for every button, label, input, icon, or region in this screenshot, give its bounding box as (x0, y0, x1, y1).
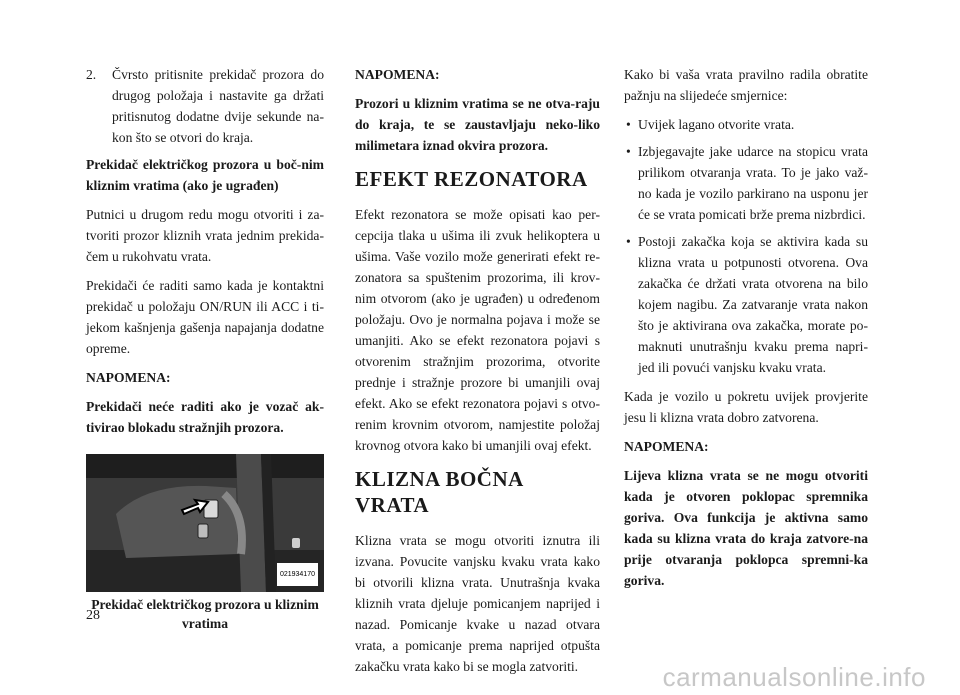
paragraph: Efekt rezonatora se može opisati kao per-cepcija tlaka u ušima ili zvuk helikoptera u ušima. Vaše vozilo može generirati efekt re-zonatora sa spuštenim prozorima, ili krov-nim otvorom (ako je ugrađen) u određenom položaju. Ovo je normalna pojava i može se umanjiti. Ako se efekt rezonatora pojavi s otvorenim stražnjim prozorima, otvorite prednje i stražnje prozore bi umanjili ovaj efekt. Ako se efekt rezonatora pojavi s otvo-renim krovnim otvorom, namjestite položaj krovnog otvora kako bi umanjili ovaj efekt. (355, 207, 600, 453)
list-item: • Postoji zakačka koja se aktivira kada su klizna vrata u potpunosti otvorena. Ova zakačka će držati vrata otvorena na bilo kojem nagibu. Za zatvaranje vrata nakon što je aktivirana ova zakačka, morate po-maknuti unutrašnju kvaku prema napri-jed ili povući vanjsku kvaku vrata. (624, 231, 868, 378)
paragraph: Klizna vrata se mogu otvoriti iznutra ili izvana. Povucite vanjsku kvaku vrata kako bi otvorili klizna vrata. Unutrašnja kvaka kliznih vrata djeluje pomicanjem naprijed i nazad. Pomicanje kvake u nazad otvara vrata, a pomicanje prema naprijed otpušta zakačku vrata kako bi se mogla zatvoriti. (355, 533, 600, 674)
step-text: Čvrsto pritisnite prekidač prozora do drugog položaja i nastavite ga držati pritisnutog dodatne dvije sekunde na-kon što se otvori do kraja. (112, 67, 324, 145)
left-column (86, 64, 324, 633)
watermark: carmanualsonline.info (662, 662, 926, 692)
paragraph: Putnici u drugom redu mogu otvoriti i za-tvoriti prozor kliznih vrata jednim prekida-čem u rukohvatu vrata. (86, 207, 324, 264)
numbered-step-2 (86, 64, 324, 148)
note-text: Prozori u kliznim vratima se ne otva-raju do kraja, te se zaustavljaju neko-liko milimetara iznad okvira prozora. (355, 96, 600, 153)
guideline-list (624, 114, 868, 378)
right-column (624, 64, 868, 599)
step-number: 2. (86, 67, 97, 82)
section-heading-resonator: EFEKT REZONATORA (355, 167, 588, 191)
figure-code: 021934170 (277, 563, 318, 586)
paragraph: Kako bi vaša vrata pravilno radila obratite pažnju na slijedeće smjernice: (624, 67, 868, 103)
page-number: 28 (86, 608, 100, 623)
list-item: • Izbjegavajte jake udarce na stopicu vrata prilikom otvaranja vrata. To je jako važ-no kada je vozilo parkirano na usponu jer će se vrata pomicati brže prema nizbrdici. (624, 141, 868, 225)
paragraph: Prekidači će raditi samo kada je kontaktni prekidač u položaju ON/RUN ili ACC i ti-jekom kašnjenja gašenja napajanja dodatne opreme. (86, 278, 324, 356)
list-item: • Uvijek lagano otvorite vrata. (624, 114, 868, 135)
section-heading-window-switch: Prekidač električkog prozora u boč-nim kliznim vratima (ako je ugrađen) (86, 157, 324, 193)
note-label: NAPOMENA: (86, 370, 171, 385)
paragraph: Kada je vozilo u pokretu uvijek provjerite jesu li klizna vrata dobro zatvorena. (624, 389, 868, 425)
figure-caption: Prekidač električkog prozora u kliznim vratima (91, 597, 319, 631)
middle-column (355, 64, 600, 685)
note-label: NAPOMENA: (624, 439, 709, 454)
door-switch-figure (86, 454, 324, 592)
section-heading-sliding-door: KLIZNA BOČNA VRATA (355, 467, 523, 517)
note-text: Lijeva klizna vrata se ne mogu otvoriti kada je otvoren poklopac spremnika goriva. Ova funkcija je aktivna samo kada su klizna vrata do kraja zatvore-na prije otvaranja poklopca spremni-ka goriva. (624, 468, 868, 588)
note-label: NAPOMENA: (355, 67, 440, 82)
note-text: Prekidači neće raditi ako je vozač ak-tivirao blokadu stražnjih prozora. (86, 399, 324, 435)
